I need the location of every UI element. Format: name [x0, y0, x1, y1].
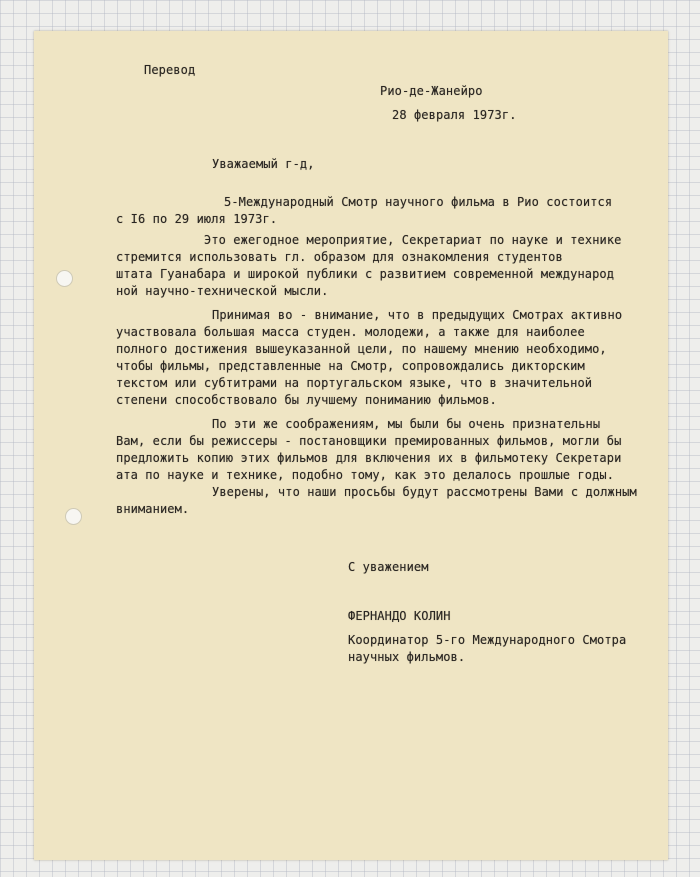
body-line: 5-Международный Смотр научного фильма в Рио состоится — [224, 195, 613, 209]
signer-name: ФЕРНАНДО КОЛИН — [348, 609, 451, 623]
body-line: ата по науке и технике, подобно тому, как это делалось прошлые годы. — [116, 468, 615, 482]
signer-title: научных фильмов. — [348, 650, 466, 664]
punch-hole-bottom — [65, 508, 82, 525]
letter-place: Рио-де-Жанейро — [380, 84, 483, 98]
translation-label: Перевод — [144, 63, 196, 77]
body-line: предложить копию этих фильмов для включения их в фильмотеку Секретари — [116, 451, 622, 465]
body-line: Принимая во - внимание, что в предыдущих Смотрах активно — [212, 308, 623, 322]
salutation: Уважаемый г-д, — [212, 157, 315, 171]
body-line: Уверены, что наши просьбы будут рассмотрены Вами с должным — [212, 485, 637, 499]
body-line: полного достижения вышеуказанной цели, по нашему мнению необходимо, — [116, 342, 607, 356]
body-line: ной научно-технической мысли. — [116, 284, 329, 298]
body-line: Вам, если бы режиссеры - постановщики премированных фильмов, могли бы — [116, 434, 622, 448]
letter-date: 28 февраля 1973г. — [392, 108, 517, 122]
body-line: чтобы фильмы, представленные на Смотр, сопровождались дикторским — [116, 359, 585, 373]
signer-title: Координатор 5-го Международного Смотра — [348, 633, 627, 647]
body-line: Это ежегодное мероприятие, Секретариат по науке и технике — [204, 233, 622, 247]
body-line: степени способствовало бы лучшему пониманию фильмов. — [116, 393, 497, 407]
body-line: стремится использовать гл. образом для ознакомления студентов — [116, 250, 563, 264]
body-line: вниманием. — [116, 502, 190, 516]
body-line: с I6 по 29 июля 1973г. — [116, 212, 278, 226]
letter-sheet — [34, 31, 668, 860]
closing: С уважением — [348, 560, 429, 574]
body-line: По эти же соображениям, мы были бы очень признательны — [212, 417, 601, 431]
body-line: штата Гуанабара и широкой публики с развитием современной международ — [116, 267, 615, 281]
body-line: участвовала большая масса студен. молодежи, а также для наиболее — [116, 325, 585, 339]
body-line: текстом или субтитрами на португальском языке, что в значительной — [116, 376, 593, 390]
punch-hole-top — [56, 270, 73, 287]
